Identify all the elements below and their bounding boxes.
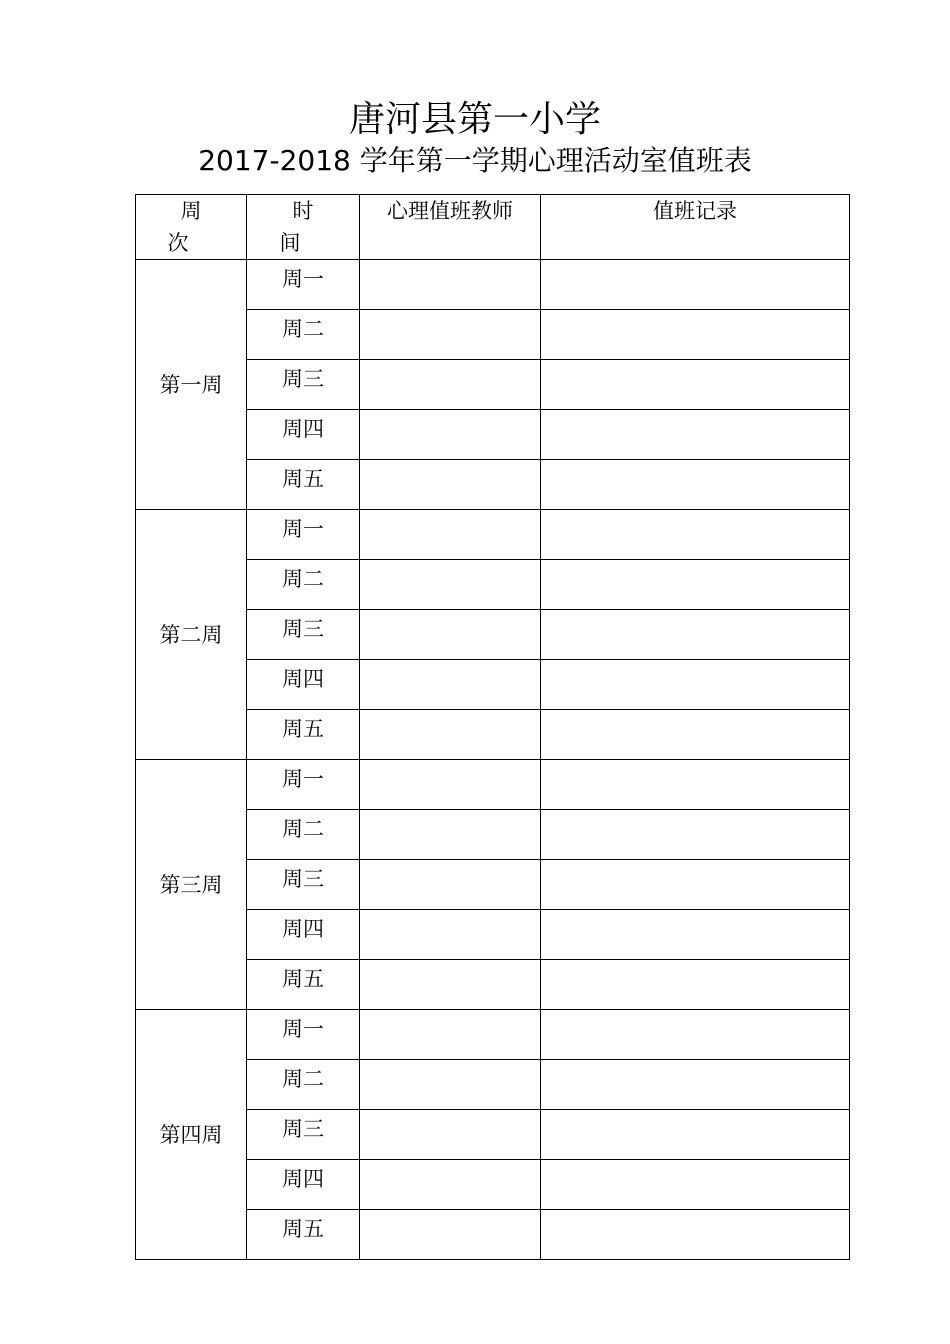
table-row (136, 510, 850, 560)
record-cell[interactable] (541, 460, 850, 510)
record-cell[interactable] (541, 310, 850, 360)
teacher-cell[interactable] (360, 1210, 541, 1260)
record-cell[interactable] (541, 260, 850, 310)
day-cell: 周五 (247, 1210, 360, 1260)
record-cell[interactable] (541, 360, 850, 410)
teacher-cell[interactable] (360, 610, 541, 660)
record-cell[interactable] (541, 610, 850, 660)
record-cell[interactable] (541, 1110, 850, 1160)
record-cell[interactable] (541, 1060, 850, 1110)
teacher-cell[interactable] (360, 860, 541, 910)
teacher-cell[interactable] (360, 1160, 541, 1210)
teacher-cell[interactable] (360, 1060, 541, 1110)
day-cell: 周五 (247, 960, 360, 1010)
record-cell[interactable] (541, 510, 850, 560)
header-record: 值班记录 (541, 195, 850, 260)
week-label-cell: 第二周 (136, 510, 247, 760)
day-cell: 周五 (247, 710, 360, 760)
record-cell[interactable] (541, 560, 850, 610)
teacher-cell[interactable] (360, 760, 541, 810)
day-cell: 周四 (247, 660, 360, 710)
day-cell: 周三 (247, 1110, 360, 1160)
record-cell[interactable] (541, 710, 850, 760)
teacher-cell[interactable] (360, 410, 541, 460)
teacher-cell[interactable] (360, 310, 541, 360)
week-label-cell: 第四周 (136, 1010, 247, 1260)
week-label-cell: 第三周 (136, 760, 247, 1010)
day-cell: 周五 (247, 460, 360, 510)
day-cell: 周一 (247, 510, 360, 560)
record-cell[interactable] (541, 910, 850, 960)
week-label-cell: 第一周 (136, 260, 247, 510)
record-cell[interactable] (541, 1210, 850, 1260)
record-cell[interactable] (541, 1160, 850, 1210)
table-row (136, 760, 850, 810)
day-cell: 周四 (247, 410, 360, 460)
day-cell: 周一 (247, 260, 360, 310)
duty-schedule-table (135, 194, 850, 1260)
day-cell: 周四 (247, 1160, 360, 1210)
teacher-cell[interactable] (360, 810, 541, 860)
page-subtitle: 2017-2018 学年第一学期心理活动室值班表 (198, 144, 752, 177)
teacher-cell[interactable] (360, 660, 541, 710)
teacher-cell[interactable] (360, 460, 541, 510)
teacher-cell[interactable] (360, 1110, 541, 1160)
teacher-cell[interactable] (360, 910, 541, 960)
record-cell[interactable] (541, 860, 850, 910)
teacher-cell[interactable] (360, 960, 541, 1010)
record-cell[interactable] (541, 660, 850, 710)
teacher-cell[interactable] (360, 1010, 541, 1060)
teacher-cell[interactable] (360, 560, 541, 610)
record-cell[interactable] (541, 960, 850, 1010)
table-row (136, 1010, 850, 1060)
record-cell[interactable] (541, 410, 850, 460)
teacher-cell[interactable] (360, 710, 541, 760)
record-cell[interactable] (541, 760, 850, 810)
day-cell: 周二 (247, 310, 360, 360)
day-cell: 周二 (247, 560, 360, 610)
teacher-cell[interactable] (360, 360, 541, 410)
header-teacher: 心理值班教师 (360, 195, 541, 260)
record-cell[interactable] (541, 1010, 850, 1060)
day-cell: 周三 (247, 610, 360, 660)
day-cell: 周二 (247, 1060, 360, 1110)
teacher-cell[interactable] (360, 510, 541, 560)
record-cell[interactable] (541, 810, 850, 860)
header-week: 周 次 (136, 195, 247, 260)
day-cell: 周三 (247, 360, 360, 410)
day-cell: 周四 (247, 910, 360, 960)
table-row (136, 260, 850, 310)
table-header-row (136, 195, 850, 260)
day-cell: 周二 (247, 810, 360, 860)
header-time: 时 间 (247, 195, 360, 260)
day-cell: 周一 (247, 1010, 360, 1060)
day-cell: 周三 (247, 860, 360, 910)
page-title: 唐河县第一小学 (348, 99, 601, 140)
teacher-cell[interactable] (360, 260, 541, 310)
table-body (136, 260, 850, 1260)
day-cell: 周一 (247, 760, 360, 810)
